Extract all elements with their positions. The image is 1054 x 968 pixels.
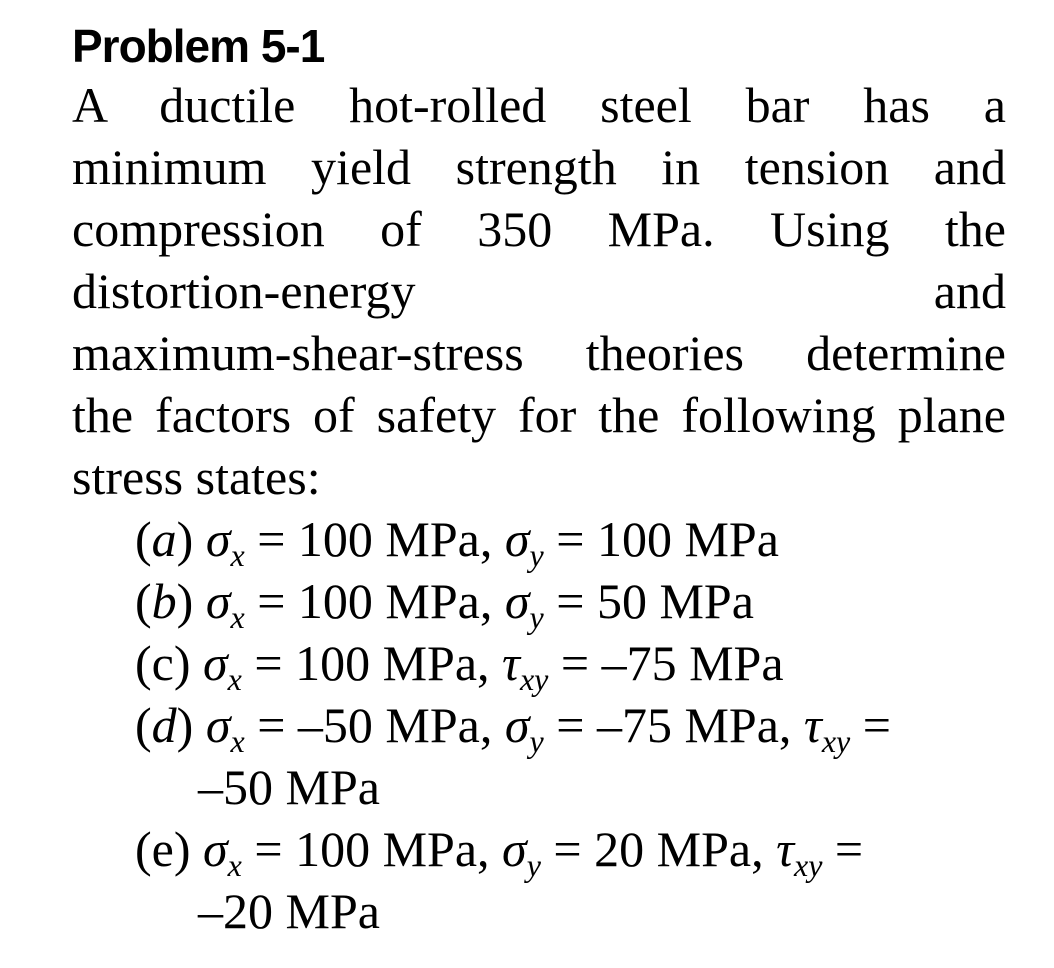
sigma-symbol: σ <box>205 573 231 629</box>
equals-sign: = <box>850 697 891 753</box>
case-paren: ( <box>135 697 152 753</box>
statement-line: A ductile hot-rolled steel bar has a <box>72 77 1006 133</box>
subscript-xy: xy <box>519 661 549 697</box>
tau-xy-value: –50 MPa <box>198 759 380 815</box>
statement-line: the factors of safety for the following plane <box>72 387 1006 443</box>
sigma-symbol: σ <box>504 697 530 753</box>
equals-sign: = <box>241 635 296 691</box>
case-paren: ( <box>135 511 152 567</box>
sigma-x-value: –50 MPa, <box>297 697 505 753</box>
equals-sign: = <box>543 511 597 567</box>
stress-case-e <box>135 818 1006 942</box>
case-paren: ) <box>176 511 194 567</box>
sigma-symbol: σ <box>205 697 231 753</box>
case-letter: a <box>151 511 177 567</box>
subscript-y: y <box>529 599 544 635</box>
sigma-symbol: σ <box>203 821 228 877</box>
sigma-symbol: σ <box>504 573 530 629</box>
subscript-x: x <box>230 723 245 759</box>
sigma-x-value: 100 MPa, <box>295 821 503 877</box>
stress-case-d <box>135 694 1006 818</box>
equals-sign: = <box>822 821 864 877</box>
subscript-x: x <box>230 599 245 635</box>
case-letter: d <box>151 697 177 753</box>
problem-title: Problem 5-1 <box>72 20 325 72</box>
tau-symbol: τ <box>776 821 794 877</box>
equals-sign: = <box>543 573 597 629</box>
tau-symbol: τ <box>803 697 822 753</box>
statement-line: distortion-energy and <box>72 263 1006 319</box>
subscript-xy: xy <box>794 847 823 883</box>
tau-xy-value: –20 MPa <box>198 883 380 939</box>
sigma-symbol: σ <box>502 821 527 877</box>
equals-sign: = <box>241 821 296 877</box>
sigma-x-value: 100 MPa, <box>297 573 505 629</box>
subscript-y: y <box>526 847 541 883</box>
equals-sign: = <box>548 635 602 691</box>
subscript-x: x <box>227 661 242 697</box>
stress-case-list <box>72 508 1006 942</box>
sigma-symbol: σ <box>504 511 530 567</box>
equals-sign: = <box>540 821 595 877</box>
stress-case-b <box>135 570 1006 635</box>
case-label: (e) <box>135 821 191 877</box>
case-paren: ( <box>135 573 152 629</box>
subscript-y: y <box>529 537 544 573</box>
sigma-symbol: σ <box>205 511 231 567</box>
subscript-y: y <box>529 723 544 759</box>
case-letter: b <box>151 573 177 629</box>
problem-statement <box>72 74 1006 508</box>
case-paren: ) <box>176 697 194 753</box>
subscript-xy: xy <box>821 723 851 759</box>
statement-line: minimum yield strength in tension and <box>72 139 1006 195</box>
case-label: (c) <box>135 635 191 691</box>
statement-line: stress states: <box>72 449 321 505</box>
sigma-y-value: 100 MPa <box>596 511 779 567</box>
case-paren: ) <box>176 573 194 629</box>
sigma-y-value: –75 MPa, <box>596 697 804 753</box>
sigma-y-value: 20 MPa, <box>594 821 777 877</box>
statement-line: compression of 350 MPa. Using the <box>72 201 1006 257</box>
stress-case-a <box>135 508 1006 573</box>
stress-case-c <box>135 632 1006 697</box>
sigma-x-value: 100 MPa, <box>295 635 503 691</box>
equals-sign: = <box>244 511 298 567</box>
sigma-x-value: 100 MPa, <box>297 511 505 567</box>
sigma-symbol: σ <box>203 635 228 691</box>
subscript-x: x <box>227 847 242 883</box>
equals-sign: = <box>244 573 298 629</box>
equals-sign: = <box>543 697 597 753</box>
sigma-y-value: 50 MPa <box>596 573 754 629</box>
equals-sign: = <box>244 697 298 753</box>
problem-page <box>72 18 1006 942</box>
tau-symbol: τ <box>502 635 520 691</box>
statement-line: maximum-shear-stress theories determine <box>72 325 1006 381</box>
tau-xy-value: –75 MPa <box>601 635 784 691</box>
subscript-x: x <box>230 537 245 573</box>
